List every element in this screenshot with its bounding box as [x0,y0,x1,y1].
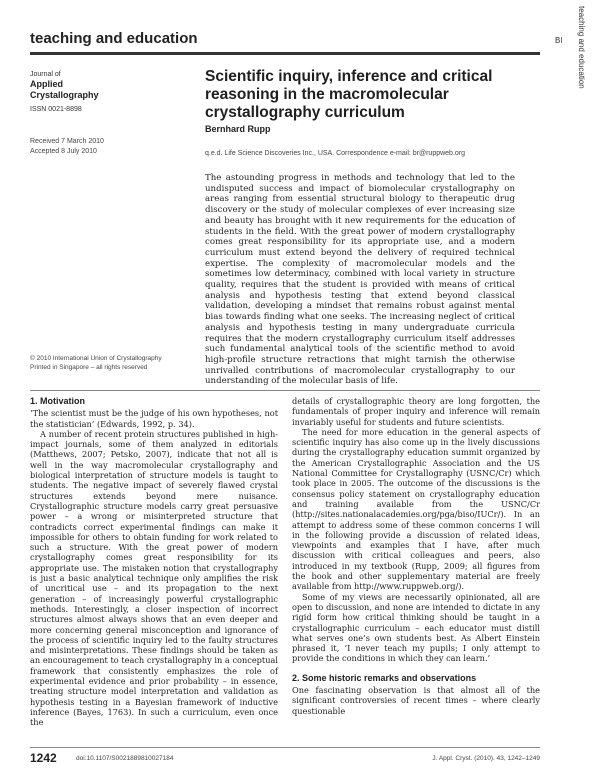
page-number: 1242 [30,751,57,765]
section-label: teaching and education [30,30,198,47]
article-abstract: The astounding progress in methods and technology that led to the undisputed success and impact of biomolecular crystallography on areas ranging from essential structural biology to therapeutic drug discovery or the study of molecular complexes of ever increasing size and beauty has brought with it new requirements for the education of students in the field. With the great power of modern crystallography comes great responsibility for its appropriate use, and a modern curriculum must extend beyond the delivery of required technical expertise. The complexity of macromolecular models and the sometimes low determinacy, combined with local variety in structure quality, requires that the student is provided with means of critical analysis and hypothesis testing that extend beyond classical validation, developing a mindset that remains robust against mental bias towards finding what one seeks. The increasing neglect of critical analysis and hypothesis testing in many undergraduate curricula requires that the modern crystallography curriculum itself addresses such fundamental analytical tools of the scientific method to avoid high-profile structure retractions that might tarnish the otherwise unrivalled contributions of macromolecular crystallography to our understanding of the molecular basis of life. [205,173,515,387]
copyright-line1: © 2010 International Union of Crystallography [30,355,162,362]
copyright-line2: Printed in Singapore – all rights reserved [30,364,148,371]
body-column-right [292,396,540,716]
paragraph: The need for more education in the general aspects of scientific inquiry has also come up in the lively discussions during the crystallography education summit organized by the American Crystallographic Association and the US National Committee for Crystallography (USNC/Cr) which took place in 2005. The outcome of the discussions is the consensus policy statement on crystallography education and training available from the USNC/Cr (http://sites.nationalacademies.org/pga/biso/IUCr/). In an attempt to address some of these common concerns I will in the following provide a discussion of related ideas, viewpoints and examples that I have, after much discussion with critical colleagues and peers, also introduced in my textbook (Rupp, 2009; all figures from the book and other supplementary material are freely available from http://www.ruppweb.org/). [292,426,540,592]
side-tab: teaching and education Bl [555,6,586,89]
citation: J. Appl. Cryst. (2010). 43, 1242–1249 [432,755,540,762]
paragraph: details of crystallographic theory are long forgotten, the fundamentals of proper inquiry and inference will remain invariably useful for students and future scientists. [292,396,540,427]
journal-issn: ISSN 0021-8898 [30,106,82,113]
heading-motivation: 1. Motivation [30,396,86,406]
received-date: Received 7 March 2010 [30,138,104,145]
abstract-divider [30,390,540,391]
paragraph: A number of recent protein structures published in high-impact journals, some of them analyzed in editorials (Matthews, 2007; Petsko, 2007), indicate that not all is well in the way macromolecular crystallography and biological interpretation of structure models is taught to students. The negative impact of severely flawed crystal structures extends beyond mere nuisance. Crystallographic structure models carry great persuasive power – a wrong or misinterpreted structure that contradicts correct experimental findings can make it impossible for others to obtain funding for work related to such a structure. With the great power of modern crystallography comes great responsibility for its appropriate use. The mistaken notion that crystallography is just a basic analytical technique only amplifies the risk of uncritical use – and its propagation to the next generation – of increasingly powerful crystallographic methods. Interestingly, a closer inspection of incorrect structures almost always shows that an even deeper and more concerning general misconception and ignorance of the process of scientific inquiry led to the faulty structures and misinterpretations. These findings should be taken as an encouragement to teach crystallography in a conceptual framework that consistently emphasizes the role of experimental evidence and prior probability – in essence, treating structure model interpretation and validation as hypothesis testing in a Bayesian framework of inductive inference (Bayes, 1763). In such a curriculum, even once the [30,428,278,728]
body-column-left [30,396,278,728]
accepted-date: Accepted 8 July 2010 [30,148,97,155]
side-tab-label: Bl [555,36,563,45]
article-title: Scientific inquiry, inference and critical reasoning in the macromolecular crystallography curriculum [205,68,493,121]
journal-block [30,70,99,114]
heading-historic-remarks: 2. Some historic remarks and observations [292,672,477,683]
header-rule [30,52,540,55]
journal-name-line2: Crystallography [30,90,99,100]
journal-name-line1: Applied [30,79,63,89]
paragraph: Some of my views are necessarily opinionated, all are open to discussion, and none are intended to dictate in any rigid form how critical thinking should be taught in a crystallographic curriculum – each educator must distill what serves one’s own students best. As Albert Einstein phrased it, ‘I never teach my pupils; I only attempt to provide the conditions in which they can learn.’ [292,591,540,664]
paragraph: One fascinating observation is that almost all of the significant controversies of recent times – where clearly questionable [292,685,540,716]
article-author: Bernhard Rupp [205,124,271,134]
article-affiliation: q.e.d. Life Science Discoveries Inc., USA. Correspondence e-mail: br@ruppweb.org [205,150,466,157]
journal-prefix: Journal of [30,71,61,78]
dates-block [30,137,104,157]
doi-link[interactable]: doi:10.1107/S0021889810027184 [76,755,174,762]
footer-rule [30,747,540,748]
epigraph-quote: ‘The scientist must be the judge of his own hypotheses, not the statistician’ (Edwards, 1992, p. 34). [30,408,278,429]
copyright-block [30,354,162,372]
